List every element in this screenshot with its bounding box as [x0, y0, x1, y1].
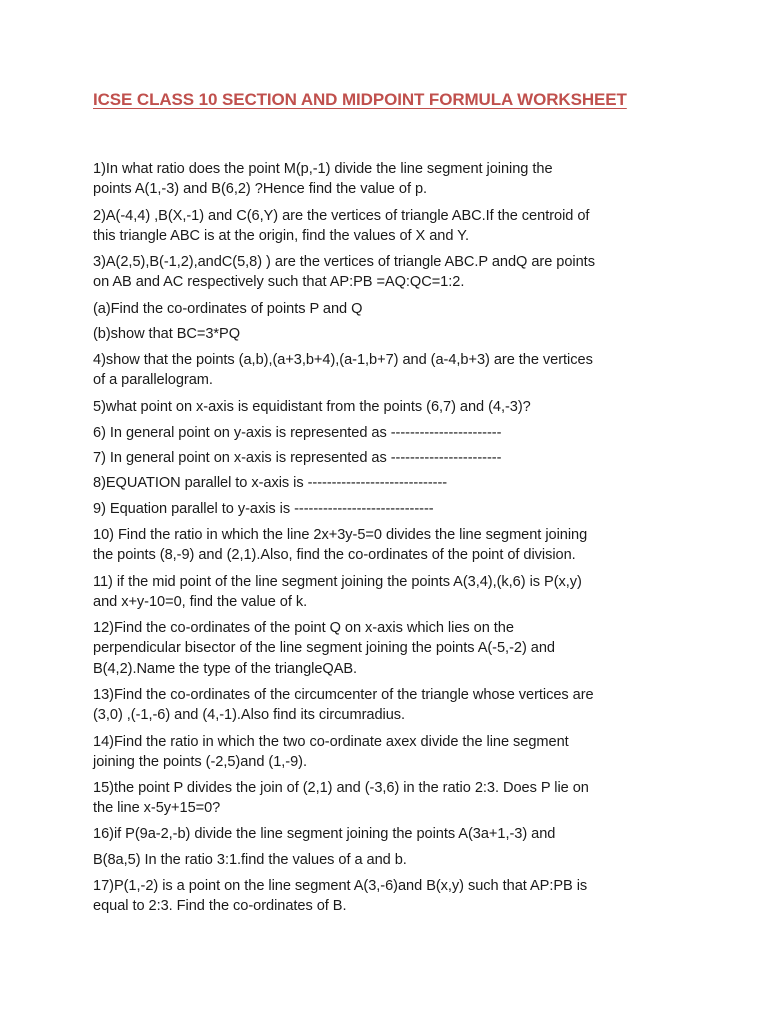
question-line: equal to 2:3. Find the co-ordinates of B. [93, 898, 347, 914]
worksheet-title: ICSE CLASS 10 SECTION AND MIDPOINT FORMULA WORKSHEET [93, 90, 627, 109]
question-line: 1)In what ratio does the point M(p,-1) divide the line segment joining the [93, 161, 553, 177]
question-line: 15)the point P divides the join of (2,1) and (-3,6) in the ratio 2:3. Does P lie on [93, 780, 589, 796]
question-line: perpendicular bisector of the line segment joining the points A(-5,-2) and [93, 640, 555, 656]
question-line: joining the points (-2,5)and (1,-9). [93, 754, 307, 770]
question-line: B(4,2).Name the type of the triangleQAB. [93, 661, 358, 677]
question-line: 13)Find the co-ordinates of the circumcenter of the triangle whose vertices are [93, 687, 594, 703]
question-line: 17)P(1,-2) is a point on the line segment A(3,-6)and B(x,y) such that AP:PB is [93, 878, 588, 894]
question-line: (b)show that BC=3*PQ [93, 326, 241, 342]
question-line: 8)EQUATION parallel to x-axis is ----------------------------- [93, 475, 448, 491]
question-line: 16)if P(9a-2,-b) divide the line segment joining the points A(3a+1,-3) and [93, 826, 556, 842]
question-line: (a)Find the co-ordinates of points P and Q [93, 301, 363, 317]
question-line: 9) Equation parallel to y-axis is ----------------------------- [93, 501, 434, 517]
question-line: 14)Find the ratio in which the two co-ordinate axex divide the line segment [93, 734, 569, 750]
question-line: 10) Find the ratio in which the line 2x+3y-5=0 divides the line segment joining [93, 527, 588, 543]
question-line: 2)A(-4,4) ,B(X,-1) and C(6,Y) are the vertices of triangle ABC.If the centroid of [93, 208, 590, 224]
question-line: 3)A(2,5),B(-1,2),andC(5,8) ) are the vertices of triangle ABC.P andQ are points [93, 254, 595, 270]
question-line: (3,0) ,(-1,-6) and (4,-1).Also find its circumradius. [93, 707, 406, 723]
question-line: 12)Find the co-ordinates of the point Q on x-axis which lies on the [93, 620, 514, 636]
question-line: this triangle ABC is at the origin, find the values of X and Y. [93, 228, 469, 244]
question-line: and x+y-10=0, find the value of k. [93, 594, 308, 610]
question-line: 6) In general point on y-axis is represented as ----------------------- [93, 425, 502, 441]
question-line: the line x-5y+15=0? [93, 800, 221, 816]
question-line: 4)show that the points (a,b),(a+3,b+4),(a-1,b+7) and (a-4,b+3) are the vertices [93, 352, 593, 368]
question-line: 5)what point on x-axis is equidistant from the points (6,7) and (4,-3)? [93, 399, 531, 415]
question-line: of a parallelogram. [93, 372, 213, 388]
question-line: on AB and AC respectively such that AP:PB =AQ:QC=1:2. [93, 274, 465, 290]
question-line: 7) In general point on x-axis is represented as ----------------------- [93, 450, 502, 466]
question-line: points A(1,-3) and B(6,2) ?Hence find the value of p. [93, 181, 428, 197]
question-line: B(8a,5) In the ratio 3:1.find the values of a and b. [93, 852, 407, 868]
question-line: the points (8,-9) and (2,1).Also, find the co-ordinates of the point of division. [93, 547, 576, 563]
question-line: 11) if the mid point of the line segment joining the points A(3,4),(k,6) is P(x,y) [93, 574, 582, 590]
